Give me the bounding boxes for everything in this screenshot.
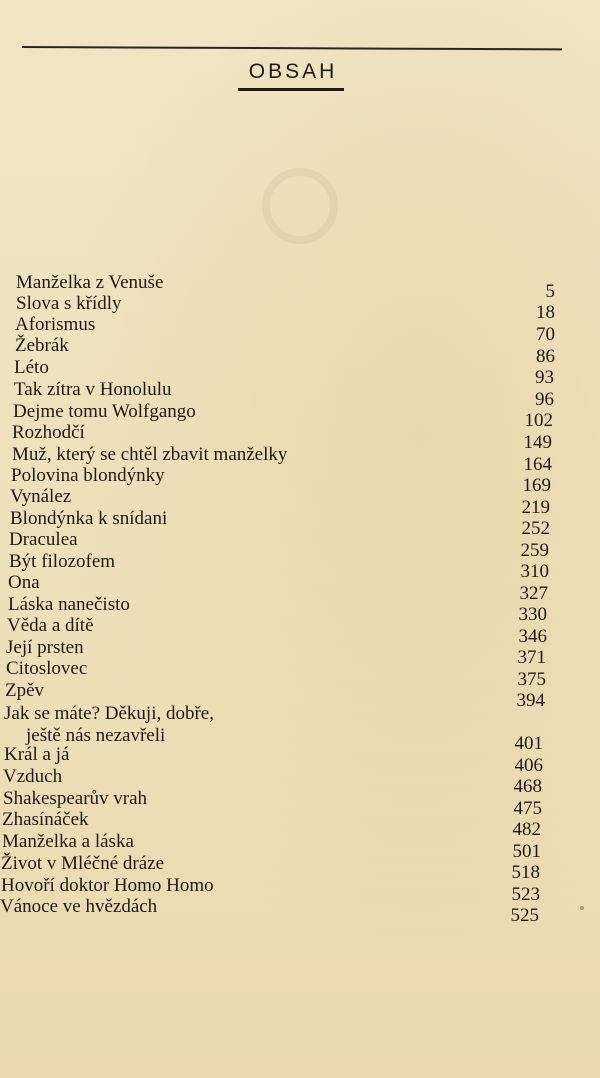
toc-entry-title-line2: ještě nás nezavřeli [26, 725, 166, 746]
toc-entry-title: Manželka a láska [2, 831, 134, 852]
toc-entry-page: 70 [536, 324, 555, 345]
toc-entry-page: 501 [512, 841, 541, 862]
toc-entry-title: Život v Mléčné dráze [1, 853, 165, 874]
toc-entry-page: 86 [536, 346, 555, 367]
toc-entry-page: 475 [513, 798, 542, 819]
toc-entry-page: 401 [514, 733, 543, 754]
toc-entry-title: Manželka z Venuše [16, 272, 164, 293]
toc-entry-title: Blondýnka k snídani [10, 508, 168, 529]
toc-entry-title: Draculea [9, 529, 78, 550]
toc-entry-page: 518 [511, 862, 540, 883]
toc-entry-title: Tak zítra v Honolulu [14, 379, 172, 400]
toc-entry-title: Rozhodčí [12, 422, 85, 443]
toc-entry-page: 468 [513, 776, 542, 797]
toc-entry-page: 149 [523, 432, 552, 453]
toc-entry-title: Vynález [10, 486, 72, 507]
toc-entry-title-line1: Jak se máte? Děkuji, dobře, [4, 703, 214, 724]
toc-entry-page: 96 [535, 389, 554, 410]
toc-entry-title: Aforismus [15, 314, 96, 335]
toc-entry-page: 18 [536, 302, 555, 323]
toc-entry-title: Citoslovec [6, 658, 88, 679]
toc-entry-title: Její prsten [6, 637, 84, 658]
toc-entry-title: Vzduch [3, 766, 63, 787]
toc-entry-title: Polovina blondýnky [11, 465, 165, 486]
toc-entry-page: 93 [535, 367, 554, 388]
toc-entry-page: 482 [512, 819, 541, 840]
toc-entry-page: 525 [510, 905, 539, 926]
toc-entry-title: Slova s křídly [16, 293, 122, 314]
toc-entry-title: Vánoce ve hvězdách [0, 896, 158, 917]
toc-entry-page: 327 [519, 583, 548, 604]
toc-entry-page: 371 [517, 647, 546, 668]
toc-entry-page: 394 [516, 690, 545, 711]
toc-entry-title: Léto [14, 357, 49, 378]
toc-entry-page: 5 [545, 281, 555, 302]
toc-entry-page: 310 [520, 561, 549, 582]
toc-entry-page: 102 [524, 410, 553, 431]
toc-entry-title: Láska nanečisto [8, 594, 130, 615]
toc-entry-title: Zpěv [5, 680, 45, 701]
toc-entry-title: Zhasínáček [2, 809, 89, 830]
toc-entry-page: 252 [521, 518, 550, 539]
toc-entry-title [4, 703, 214, 747]
paper-speck [580, 906, 584, 910]
toc-entry-page: 164 [523, 454, 552, 475]
toc-entry-title: Být filozofem [9, 551, 116, 572]
toc-entry-page: 219 [521, 497, 550, 518]
toc-entry-page: 169 [522, 475, 551, 496]
toc-entry-title: Dejme tomu Wolfgango [13, 401, 196, 422]
toc-entry-title: Věda a dítě [7, 615, 94, 636]
toc-entry-title: Shakespearův vrah [3, 788, 148, 809]
toc-entry-title: Ona [8, 572, 40, 593]
toc-entry-page: 346 [518, 626, 547, 647]
toc-entry-title: Hovoří doktor Homo Homo [1, 875, 214, 896]
page-title: OBSAH [248, 60, 338, 83]
toc-entry-page: 523 [511, 884, 540, 905]
toc-entry-page: 375 [517, 669, 546, 690]
toc-entry-page: 259 [520, 540, 549, 561]
toc-entry-title: Muž, který se chtěl zbavit manželky [12, 444, 288, 465]
toc-entry-page: 330 [518, 604, 547, 625]
toc-entry-title: Král a já [4, 744, 70, 765]
toc-entry-title: Žebrák [15, 335, 69, 356]
toc-entry-page: 406 [514, 755, 543, 776]
